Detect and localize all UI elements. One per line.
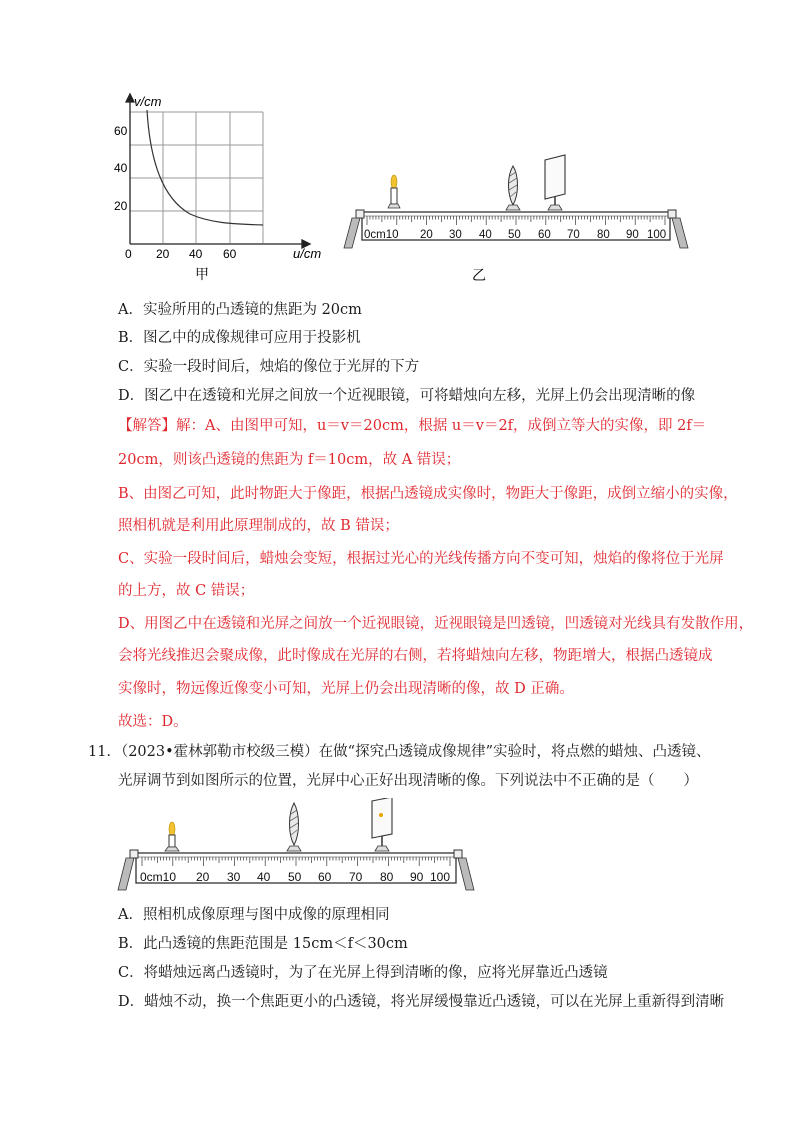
optical-bench-yi xyxy=(340,150,690,290)
screen-icon xyxy=(545,155,565,210)
bench-caption-yi: 乙 xyxy=(472,267,486,283)
scale-label: 30 xyxy=(227,870,241,884)
y-axis-label: v/cm xyxy=(134,94,162,109)
y-tick-40: 40 xyxy=(114,161,128,175)
q11-option-a: A．照相机成像原理与图中成像的原理相同 xyxy=(118,907,390,923)
q11-option-c: C．将蜡烛远离凸透镜时，为了在光屏上得到清晰的像，应将光屏靠近凸透镜 xyxy=(118,965,608,981)
scale-label: 50 xyxy=(288,870,302,884)
screen-icon xyxy=(372,798,392,851)
scale-label: 80 xyxy=(597,229,610,241)
scale-label: 100 xyxy=(430,870,451,884)
q10-choice: 故选：D。 xyxy=(118,714,188,730)
scale-label: 40 xyxy=(257,870,271,884)
scale-label: 40 xyxy=(479,229,492,241)
bench-left-leg xyxy=(118,850,138,890)
scale-label: 30 xyxy=(449,229,462,241)
q10-answer-line-3: B、由图乙可知，此时物距大于像距，根据凸透镜成实像时，物距大于像距，成倒立缩小的实像， xyxy=(118,486,738,502)
q11-stem-line-2: 光屏调节到如图所示的位置，光屏中心正好出现清晰的像。下列说法中不正确的是（ ） xyxy=(118,773,698,789)
scale-label: 90 xyxy=(626,229,639,241)
scale-label: 50 xyxy=(508,229,521,241)
x-tick-60: 60 xyxy=(223,247,237,261)
y-tick-20: 20 xyxy=(114,199,128,213)
scale-label-first: 0cm10 xyxy=(364,229,399,241)
scale-label: 20 xyxy=(420,229,433,241)
scale-label: 100 xyxy=(647,229,667,241)
q10-answer-line-2: 20cm，则该凸透镜的焦距为 f＝10cm，故 A 错误； xyxy=(118,452,461,468)
q10-option-b: B．图乙中的成像规律可应用于投影机 xyxy=(118,330,361,346)
q10-answer-line-8: 会将光线推迟会聚成像，此时像成在光屏的右侧，若将蜡烛向左移，物距增大，根据凸透镜成 xyxy=(118,648,713,664)
scale-label: 60 xyxy=(318,870,332,884)
q10-answer-line-6: 的上方，故 C 错误； xyxy=(118,583,255,599)
lens-icon xyxy=(287,803,301,851)
scale-label: 90 xyxy=(410,870,424,884)
candle-icon xyxy=(388,175,400,208)
bench-right-leg xyxy=(668,210,688,248)
q10-answer-line-1 xyxy=(118,416,706,436)
graph-jia xyxy=(110,90,335,285)
x-tick-0: 0 xyxy=(125,247,132,261)
answer-tag: 【解答】 xyxy=(118,418,176,434)
q11-option-b: B．此凸透镜的焦距范围是 15cm＜f＜30cm xyxy=(118,936,408,952)
x-tick-20: 20 xyxy=(156,247,170,261)
q10-option-a: A．实验所用的凸透镜的焦距为 20cm xyxy=(118,302,362,318)
y-tick-60: 60 xyxy=(114,124,128,138)
q10-answer-line-4: 照相机就是利用此原理制成的，故 B 错误； xyxy=(118,518,399,534)
scale-label: 80 xyxy=(380,870,394,884)
bench-left-leg xyxy=(344,210,364,248)
scale-label: 60 xyxy=(538,229,551,241)
q10-answer-line-5: C、实验一段时间后，蜡烛会变短，根据过光心的光线传播方向不变可知，烛焰的像将位于光屏 xyxy=(118,551,724,567)
q10-option-d: D．图乙中在透镜和光屏之间放一个近视眼镜，可将蜡烛向左移，光屏上仍会出现清晰的像 xyxy=(118,388,696,404)
scale-label: 70 xyxy=(349,870,363,884)
q10-answer-line-9: 实像时，物远像近像变小可知，光屏上仍会出现清晰的像，故 D 正确。 xyxy=(118,681,574,697)
q10-option-c: C．实验一段时间后，烛焰的像位于光屏的下方 xyxy=(118,359,420,375)
graph-caption-jia: 甲 xyxy=(195,266,209,282)
q10-answer-line-7: D、用图乙中在透镜和光屏之间放一个近视眼镜，近视眼镜是凹透镜，凹透镜对光线具有发散作用， xyxy=(118,616,754,632)
lens-icon xyxy=(506,166,520,210)
scale-label: 70 xyxy=(567,229,580,241)
graph-curve xyxy=(147,110,263,225)
x-axis-label: u/cm xyxy=(293,246,322,261)
candle-icon xyxy=(165,822,179,851)
graph-axes xyxy=(126,94,310,248)
q11-stem-line-1: 11．（2023•霍林郭勒市校级三模）在做“探究凸透镜成像规律”实验时，将点燃的蜡烛、凸透镜、 xyxy=(88,744,711,760)
answer-text: 解：A、由图甲可知，u＝v＝20cm，根据 u＝v＝2f，成倒立等大的实像，即 2f＝ xyxy=(176,418,707,434)
x-tick-40: 40 xyxy=(189,247,203,261)
optical-bench-q11 xyxy=(110,798,480,898)
scale-label-first: 0cm10 xyxy=(140,870,177,884)
graph-grid xyxy=(130,112,263,243)
scale-label: 20 xyxy=(196,870,210,884)
q11-option-d: D．蜡烛不动，换一个焦距更小的凸透镜，将光屏缓慢靠近凸透镜，可以在光屏上重新得到清晰 xyxy=(118,994,725,1010)
bench-right-leg xyxy=(454,850,474,890)
